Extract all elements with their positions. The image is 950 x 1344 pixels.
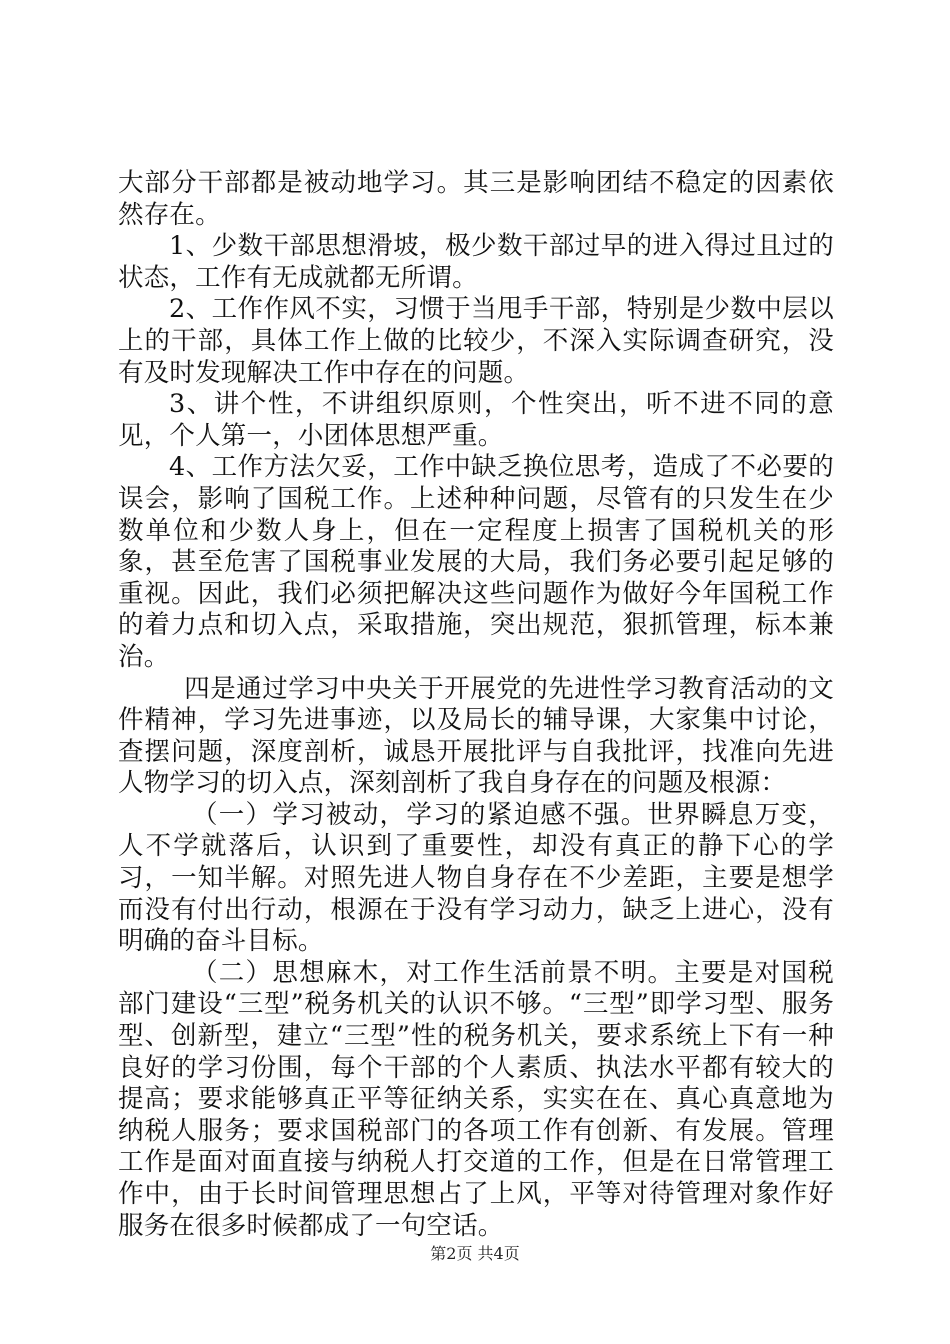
paragraph-section-two: （二）思想麻木，对工作生活前景不明。主要是对国税部门建设“三型”税务机关的认识不够。“三型”即学习型、服务型、创新型，建立“三型”性的税务机关，要求系统上下有一种良好的学习份围，每个干部的个人素质、执法水平都有较大的提高；要求能够真正平等征纳关系，实实在在、真心真意地为纳税人服务；要求国税部门的各项工作有创新、有发展。管理工作是面对面直接与纳税人打交道的工作，但是在日常管理工作中，由于长时间管理思想占了上风，平等对待管理对象作好服务在很多时候都成了一句空话。 xyxy=(118,957,834,1241)
paragraph-item-1: 1、少数干部思想滑坡，极少数干部过早的进入得过且过的状态，工作有无成就都无所谓。 xyxy=(118,231,834,293)
paragraph-item-2: 2、工作作风不实，习惯于当甩手干部，特别是少数中层以上的干部，具体工作上做的比较少，不深入实际调查研究，没有及时发现解决工作中存在的问题。 xyxy=(118,294,834,388)
page-number-footer: 第2页 共4页 xyxy=(430,1244,520,1263)
document-body xyxy=(118,168,834,1242)
paragraph-section-one: （一）学习被动，学习的紧迫感不强。世界瞬息万变，人不学就落后，认识到了重要性，却没有真正的静下心的学习，一知半解。对照先进人物自身存在不少差距，主要是想学而没有付出行动，根源在于没有学习动力，缺乏上进心，没有明确的奋斗目标。 xyxy=(118,799,834,957)
paragraph-item-4: 4、工作方法欠妥，工作中缺乏换位思考，造成了不必要的误会，影响了国税工作。上述种种问题，尽管有的只发生在少数单位和少数人身上，但在一定程度上损害了国税机关的形象，甚至危害了国税事业发展的大局，我们务必要引起足够的重视。因此，我们必须把解决这些问题作为做好今年国税工作的着力点和切入点，采取措施，突出规范，狠抓管理，标本兼治。 xyxy=(118,452,834,672)
paragraph-continuation: 大部分干部都是被动地学习。其三是影响团结不稳定的因素依然存在。 xyxy=(118,168,834,230)
paragraph-point-four: 四是通过学习中央关于开展党的先进性学习教育活动的文件精神，学习先进事迹，以及局长的辅导课，大家集中讨论，查摆问题，深度剖析，诚恳开展批评与自我批评，找准向先进人物学习的切入点，深刻剖析了我自身存在的问题及根源： xyxy=(118,673,834,799)
paragraph-item-3: 3、讲个性，不讲组织原则，个性突出，听不进不同的意见，个人第一，小团体思想严重。 xyxy=(118,389,834,451)
